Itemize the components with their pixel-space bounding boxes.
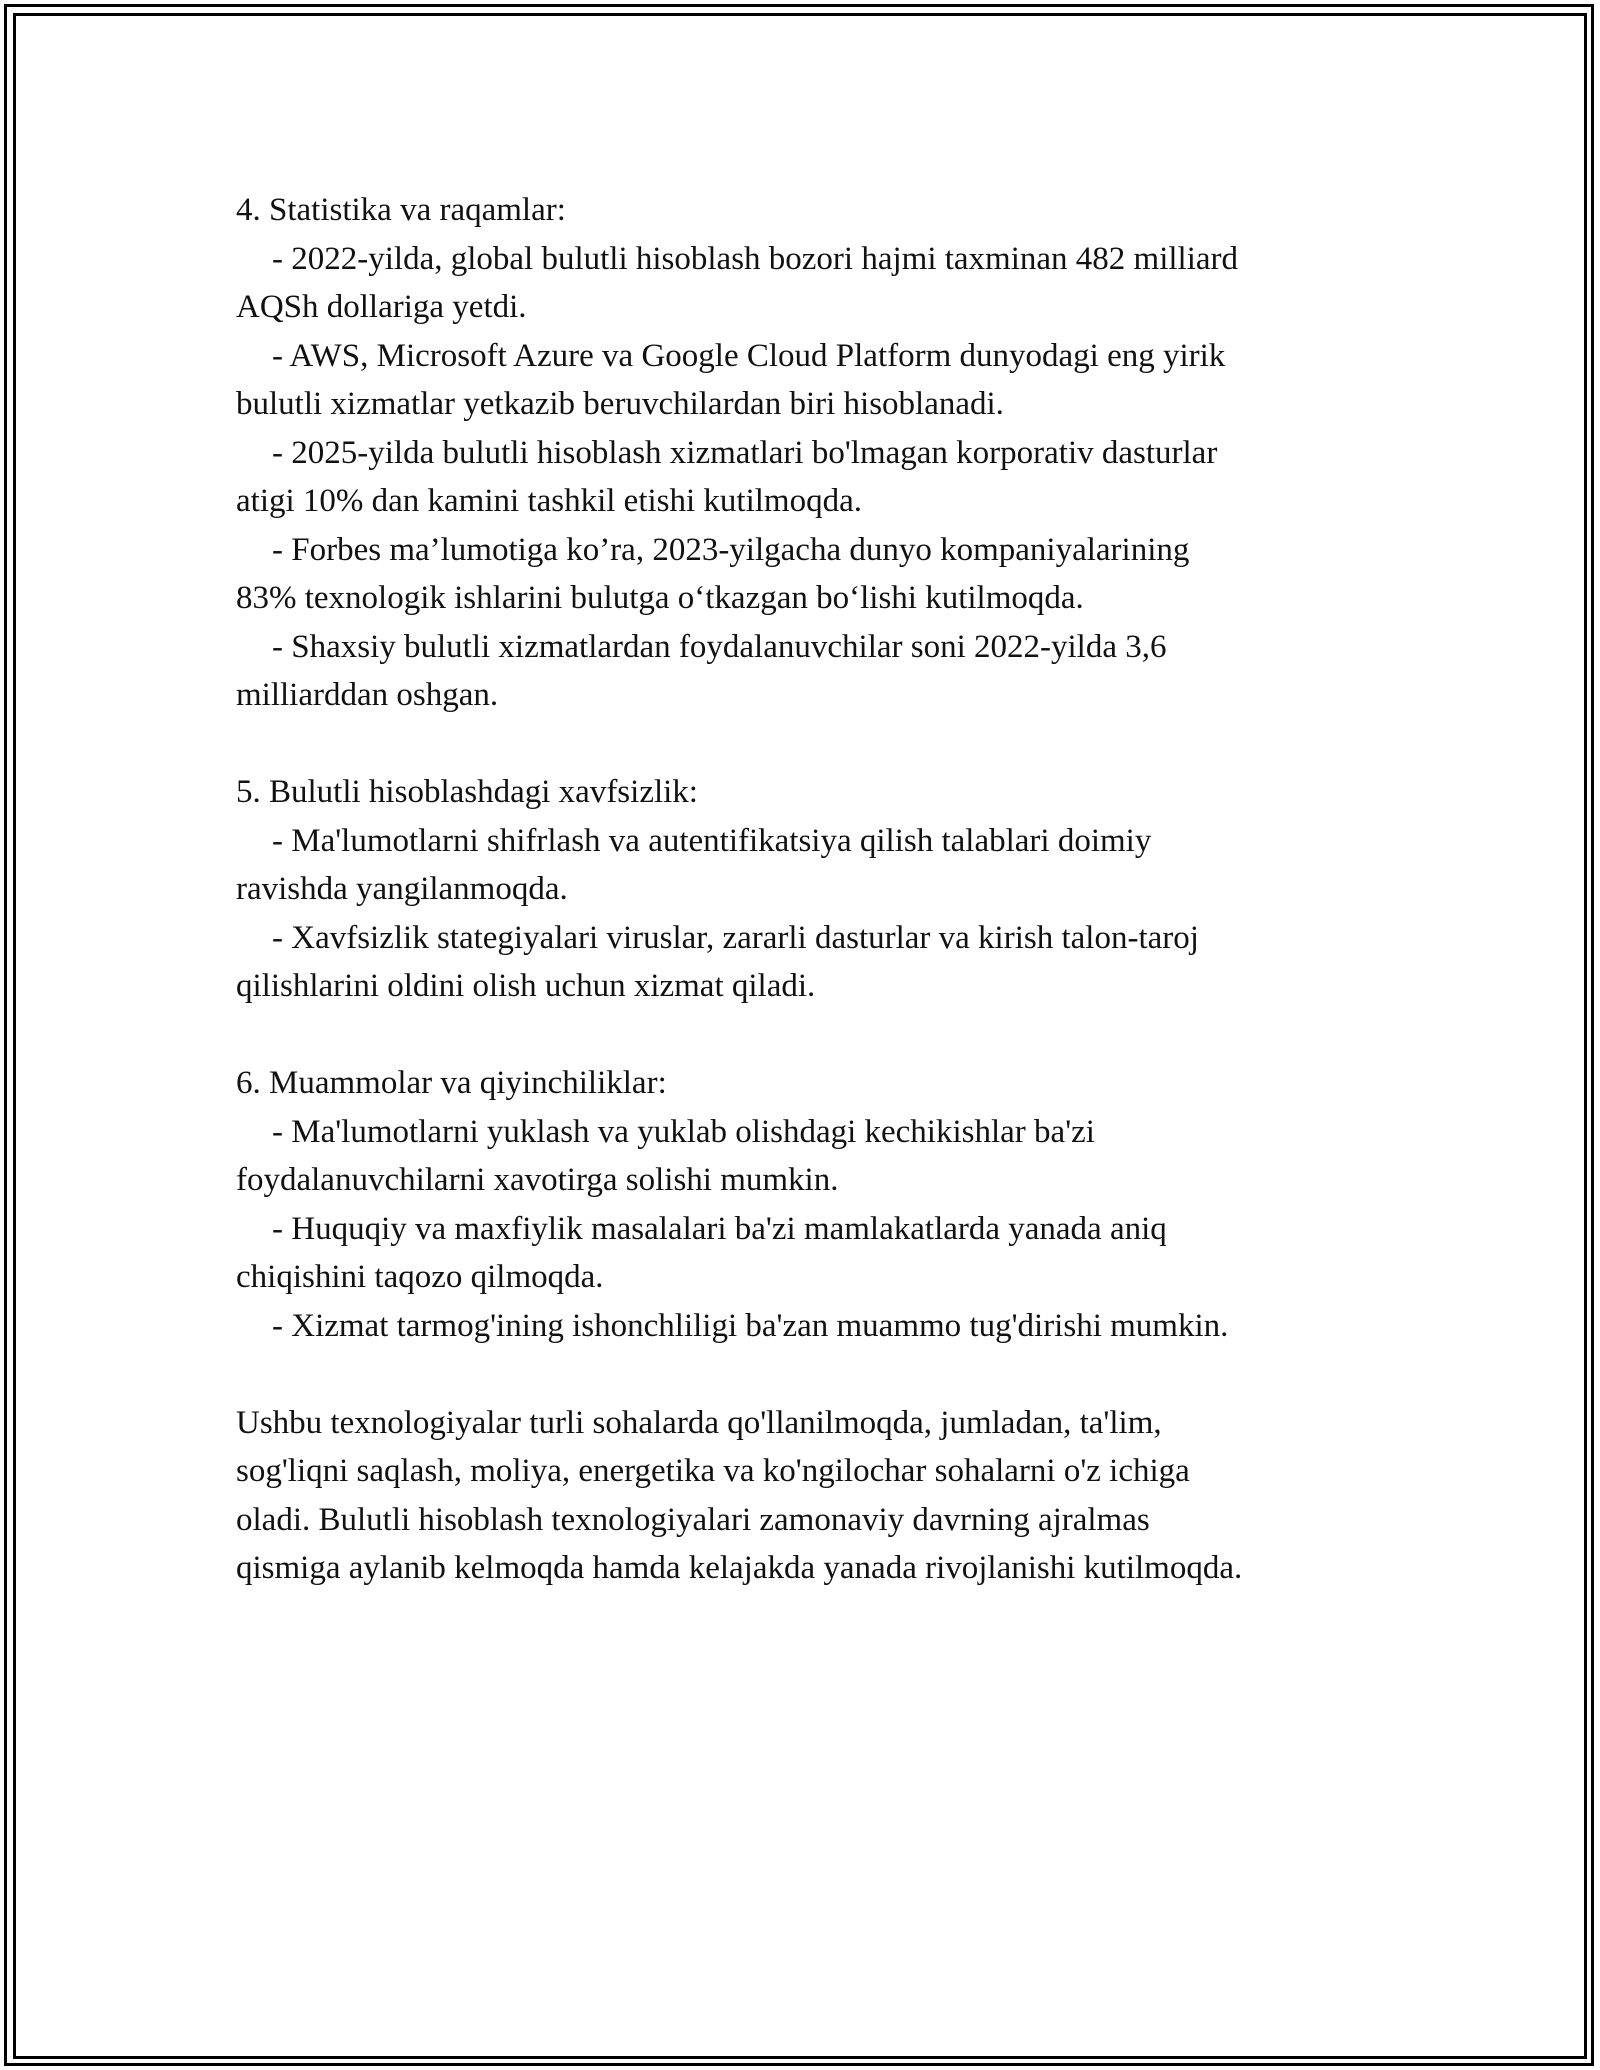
section-heading: 4. Statistika va raqamlar: — [236, 192, 566, 228]
list-item — [236, 429, 1376, 526]
list-item-line: - Shaxsiy bulutli xizmatlardan foydalanuvchilar soni 2022-yilda 3,6 — [272, 628, 1167, 665]
paragraph-line: qismiga aylanib kelmoqda hamda kelajakda yanada rivojlanishi kutilmoqda. — [236, 1550, 1243, 1586]
list-item — [236, 526, 1376, 623]
conclusion-paragraph — [236, 1399, 1376, 1593]
section-security — [236, 768, 1376, 1011]
list-item-line: - Xizmat tarmog'ining ishonchliligi ba'zan muammo tug'dirishi mumkin. — [272, 1307, 1229, 1344]
paragraph-gap — [236, 720, 1376, 769]
list-item-line: - Xavfsizlik stategiyalari viruslar, zararli dasturlar va kirish talon-taroj — [272, 919, 1199, 956]
list-item-line: - AWS, Microsoft Azure va Google Cloud Platform dunyodagi eng yirik — [272, 337, 1226, 374]
list-item — [236, 332, 1376, 429]
paragraph-line: oladi. Bulutli hisoblash texnologiyalari zamonaviy davrning ajralmas — [236, 1501, 1150, 1538]
section-problems — [236, 1059, 1376, 1350]
list-item-line: 83% texnologik ishlarini bulutga o‘tkazgan bo‘lishi kutilmoqda. — [236, 580, 1084, 616]
paragraph-gap — [236, 1011, 1376, 1060]
list-item — [236, 817, 1376, 914]
list-item-line: - Huquqiy va maxfiylik masalalari ba'zi mamlakatlarda yanada aniq — [272, 1210, 1167, 1247]
section-statistics — [236, 186, 1376, 720]
list-item-line: - 2022-yilda, global bulutli hisoblash bozori hajmi taxminan 482 milliard — [272, 240, 1239, 277]
list-item-line: - Forbes ma’lumotiga ko’ra, 2023-yilgacha dunyo kompaniyalarining — [272, 531, 1190, 568]
document-body — [236, 186, 1376, 1593]
list-item-line: atigi 10% dan kamini tashkil etishi kutilmoqda. — [236, 483, 863, 519]
paragraph-line: Ushbu texnologiyalar turli sohalarda qo'llanilmoqda, jumladan, ta'lim, — [236, 1404, 1162, 1441]
list-item-line: - Ma'lumotlarni yuklash va yuklab olishdagi kechikishlar ba'zi — [272, 1113, 1095, 1150]
list-item-line: qilishlarini oldini olish uchun xizmat qiladi. — [236, 968, 816, 1004]
list-item-line: AQSh dollariga yetdi. — [236, 289, 527, 325]
list-item — [236, 1108, 1376, 1205]
list-item — [236, 914, 1376, 1011]
list-item — [236, 235, 1376, 332]
list-item-line: bulutli xizmatlar yetkazib beruvchilardan biri hisoblanadi. — [236, 386, 1004, 422]
list-item-line: ravishda yangilanmoqda. — [236, 871, 568, 907]
paragraph-gap — [236, 1350, 1376, 1399]
list-item-line: milliarddan oshgan. — [236, 677, 499, 713]
list-item — [236, 623, 1376, 720]
list-item-line: - Ma'lumotlarni shifrlash va autentifikatsiya qilish talablari doimiy — [272, 822, 1152, 859]
section-heading: 5. Bulutli hisoblashdagi xavfsizlik: — [236, 774, 698, 810]
list-item-line: foydalanuvchilarni xavotirga solishi mumkin. — [236, 1162, 839, 1198]
section-heading: 6. Muammolar va qiyinchiliklar: — [236, 1065, 667, 1101]
paragraph-line: sog'liqni saqlash, moliya, energetika va ko'ngilochar sohalarni o'z ichiga — [236, 1453, 1190, 1489]
list-item-line: chiqishini taqozo qilmoqda. — [236, 1259, 604, 1295]
list-item — [236, 1205, 1376, 1302]
list-item-line: - 2025-yilda bulutli hisoblash xizmatlari bo'lmagan korporativ dasturlar — [272, 434, 1218, 471]
list-item — [236, 1302, 1376, 1351]
